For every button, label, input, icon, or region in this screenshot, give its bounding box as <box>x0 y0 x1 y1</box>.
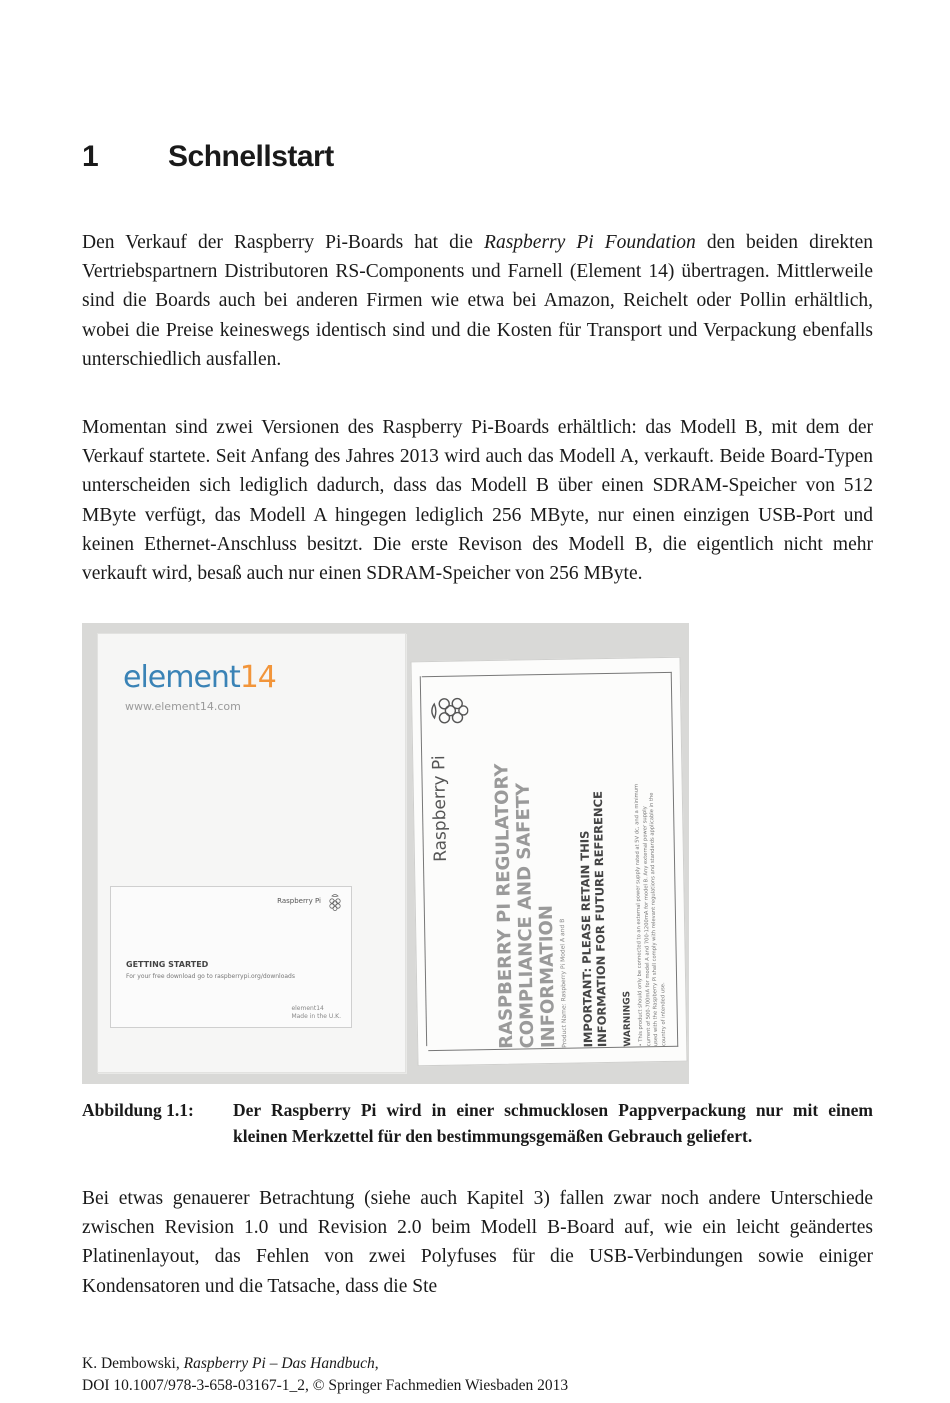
card-warning-line-3: used with the Raspberry Pi shall comply with relevant regulations and standards applicable in the <box>648 792 660 1047</box>
card-important-line-1: IMPORTANT: PLEASE RETAIN THIS <box>577 830 596 1048</box>
page-footer <box>82 1353 568 1397</box>
footer-doi: DOI 10.1007/978-3-658-03167-1_2, © Springer Fachmedien Wiesbaden 2013 <box>82 1377 569 1394</box>
box-label <box>110 886 352 1028</box>
card-warnings-text <box>634 784 669 1047</box>
label-brand: Raspberry Pi <box>277 897 321 905</box>
paragraph-3: Bei etwas genauerer Betrachtung (siehe auch Kapitel 3) fallen zwar noch andere Unterschiede zwischen Revision 1.0 und Revision 2.0 beim Modell B-Board auf, wie ein leicht geändertes Platinenlayout, das Fehlen von zwei Polyfuses für die USB-Verbindungen sowie einiger Kondensatoren und die Tatsache, dass die Ste <box>82 1188 873 1297</box>
paragraph-1-text-a: Den Verkauf der Raspberry Pi-Boards hat die <box>82 232 485 253</box>
footer-author: K. Dembowski, <box>82 1355 184 1372</box>
card-heading-line-1: RASPBERRY PI REGULATORY <box>491 763 518 1049</box>
logo-number: 14 <box>239 660 276 695</box>
card-product-name: Product Name: Raspberry Pi Model A and B <box>559 918 569 1048</box>
paragraph-1-text-b: den beiden direkten Vertriebspartnern Distributoren RS-Components und Farnell (Element 14) übertragen. Mittlerweile sind die Boards auch bei anderen Firmen wie etwa bei Amazon, Reichelt oder Pollin erhältlich, wobei die Preise keineswegs identisch sind und die Kosten für Transport und Verpackung ebenfalls unterschiedlich ausfallen. <box>82 232 873 370</box>
paragraph-1 <box>82 228 873 374</box>
card-warning-line-4: country of intended use. <box>659 982 667 1047</box>
box-url: www.element14.com <box>125 700 241 713</box>
chapter-title: Schnellstart <box>168 140 334 173</box>
footer-book-title: Raspberry Pi – Das Handbuch <box>183 1355 375 1372</box>
paragraph-1-emphasis: Raspberry Pi Foundation <box>484 232 696 253</box>
chapter-heading <box>82 140 334 174</box>
card-brand: Raspberry Pi <box>429 755 451 863</box>
card-important <box>577 791 609 1047</box>
card-heading <box>491 763 559 1049</box>
card-warning-line-2: current of 500-700mA for model A and 700-1200mA for model B. Any external power supply <box>641 806 652 1047</box>
paragraph-2: Momentan sind zwei Versionen des Raspberry Pi-Boards erhältlich: das Modell B, mit dem der Verkauf startete. Seit Anfang des Jahres 2013 wird auch das Modell A, verkauft. Beide Board-Typen unterscheiden sich lediglich dadurch, dass das Modell B über einen SDRAM-Speicher von 512 MByte verfügt, das Modell A hingegen lediglich 256 MByte, nur einen einzigen USB-Port und keinen Ethernet-Anschluss besitzt. Die erste Revison des Modell B, die eigentlich nicht mehr verkauft wird, besaß auch nur einen SDRAM-Speicher von 256 MByte. <box>82 417 873 585</box>
card-important-line-2: INFORMATION FOR FUTURE REFERENCE <box>590 791 610 1048</box>
getting-started-subtitle: For your free download go to raspberrypi.org/downloads <box>126 973 295 980</box>
element14-logo <box>123 660 276 695</box>
footer-comma: , <box>374 1355 379 1372</box>
regulatory-card <box>410 657 687 1067</box>
card-heading-line-2: COMPLIANCE AND SAFETY <box>512 782 539 1049</box>
made-brand: element14 <box>291 1005 324 1012</box>
figure-photo <box>82 623 689 1084</box>
chapter-number: 1 <box>82 140 99 173</box>
raspberry-icon <box>327 893 343 911</box>
card-heading-line-3: INFORMATION <box>535 904 560 1049</box>
raspberry-pi-logo-icon <box>430 689 469 732</box>
figure-caption <box>82 1097 873 1149</box>
logo-text: element <box>123 660 240 695</box>
caption-text: Der Raspberry Pi wird in einer schmucklosen Pappverpackung nur mit einem kleinen Merkzettel für den bestimmungsgemäßen Gebrauch geliefert. <box>233 1100 873 1146</box>
raspberry-pi-box <box>97 633 406 1073</box>
card-warning-line-1: • This product should only be connected to an external power supply rated at 5V dc, and a minimum <box>633 783 645 1047</box>
made-in-text: Made in the U.K. <box>291 1013 341 1020</box>
made-in-label <box>291 1005 341 1021</box>
footer-citation <box>82 1353 568 1375</box>
caption-label: Abbildung 1.1: <box>82 1100 194 1120</box>
card-warnings-title: WARNINGS <box>622 990 634 1047</box>
getting-started-title: GETTING STARTED <box>126 960 209 969</box>
